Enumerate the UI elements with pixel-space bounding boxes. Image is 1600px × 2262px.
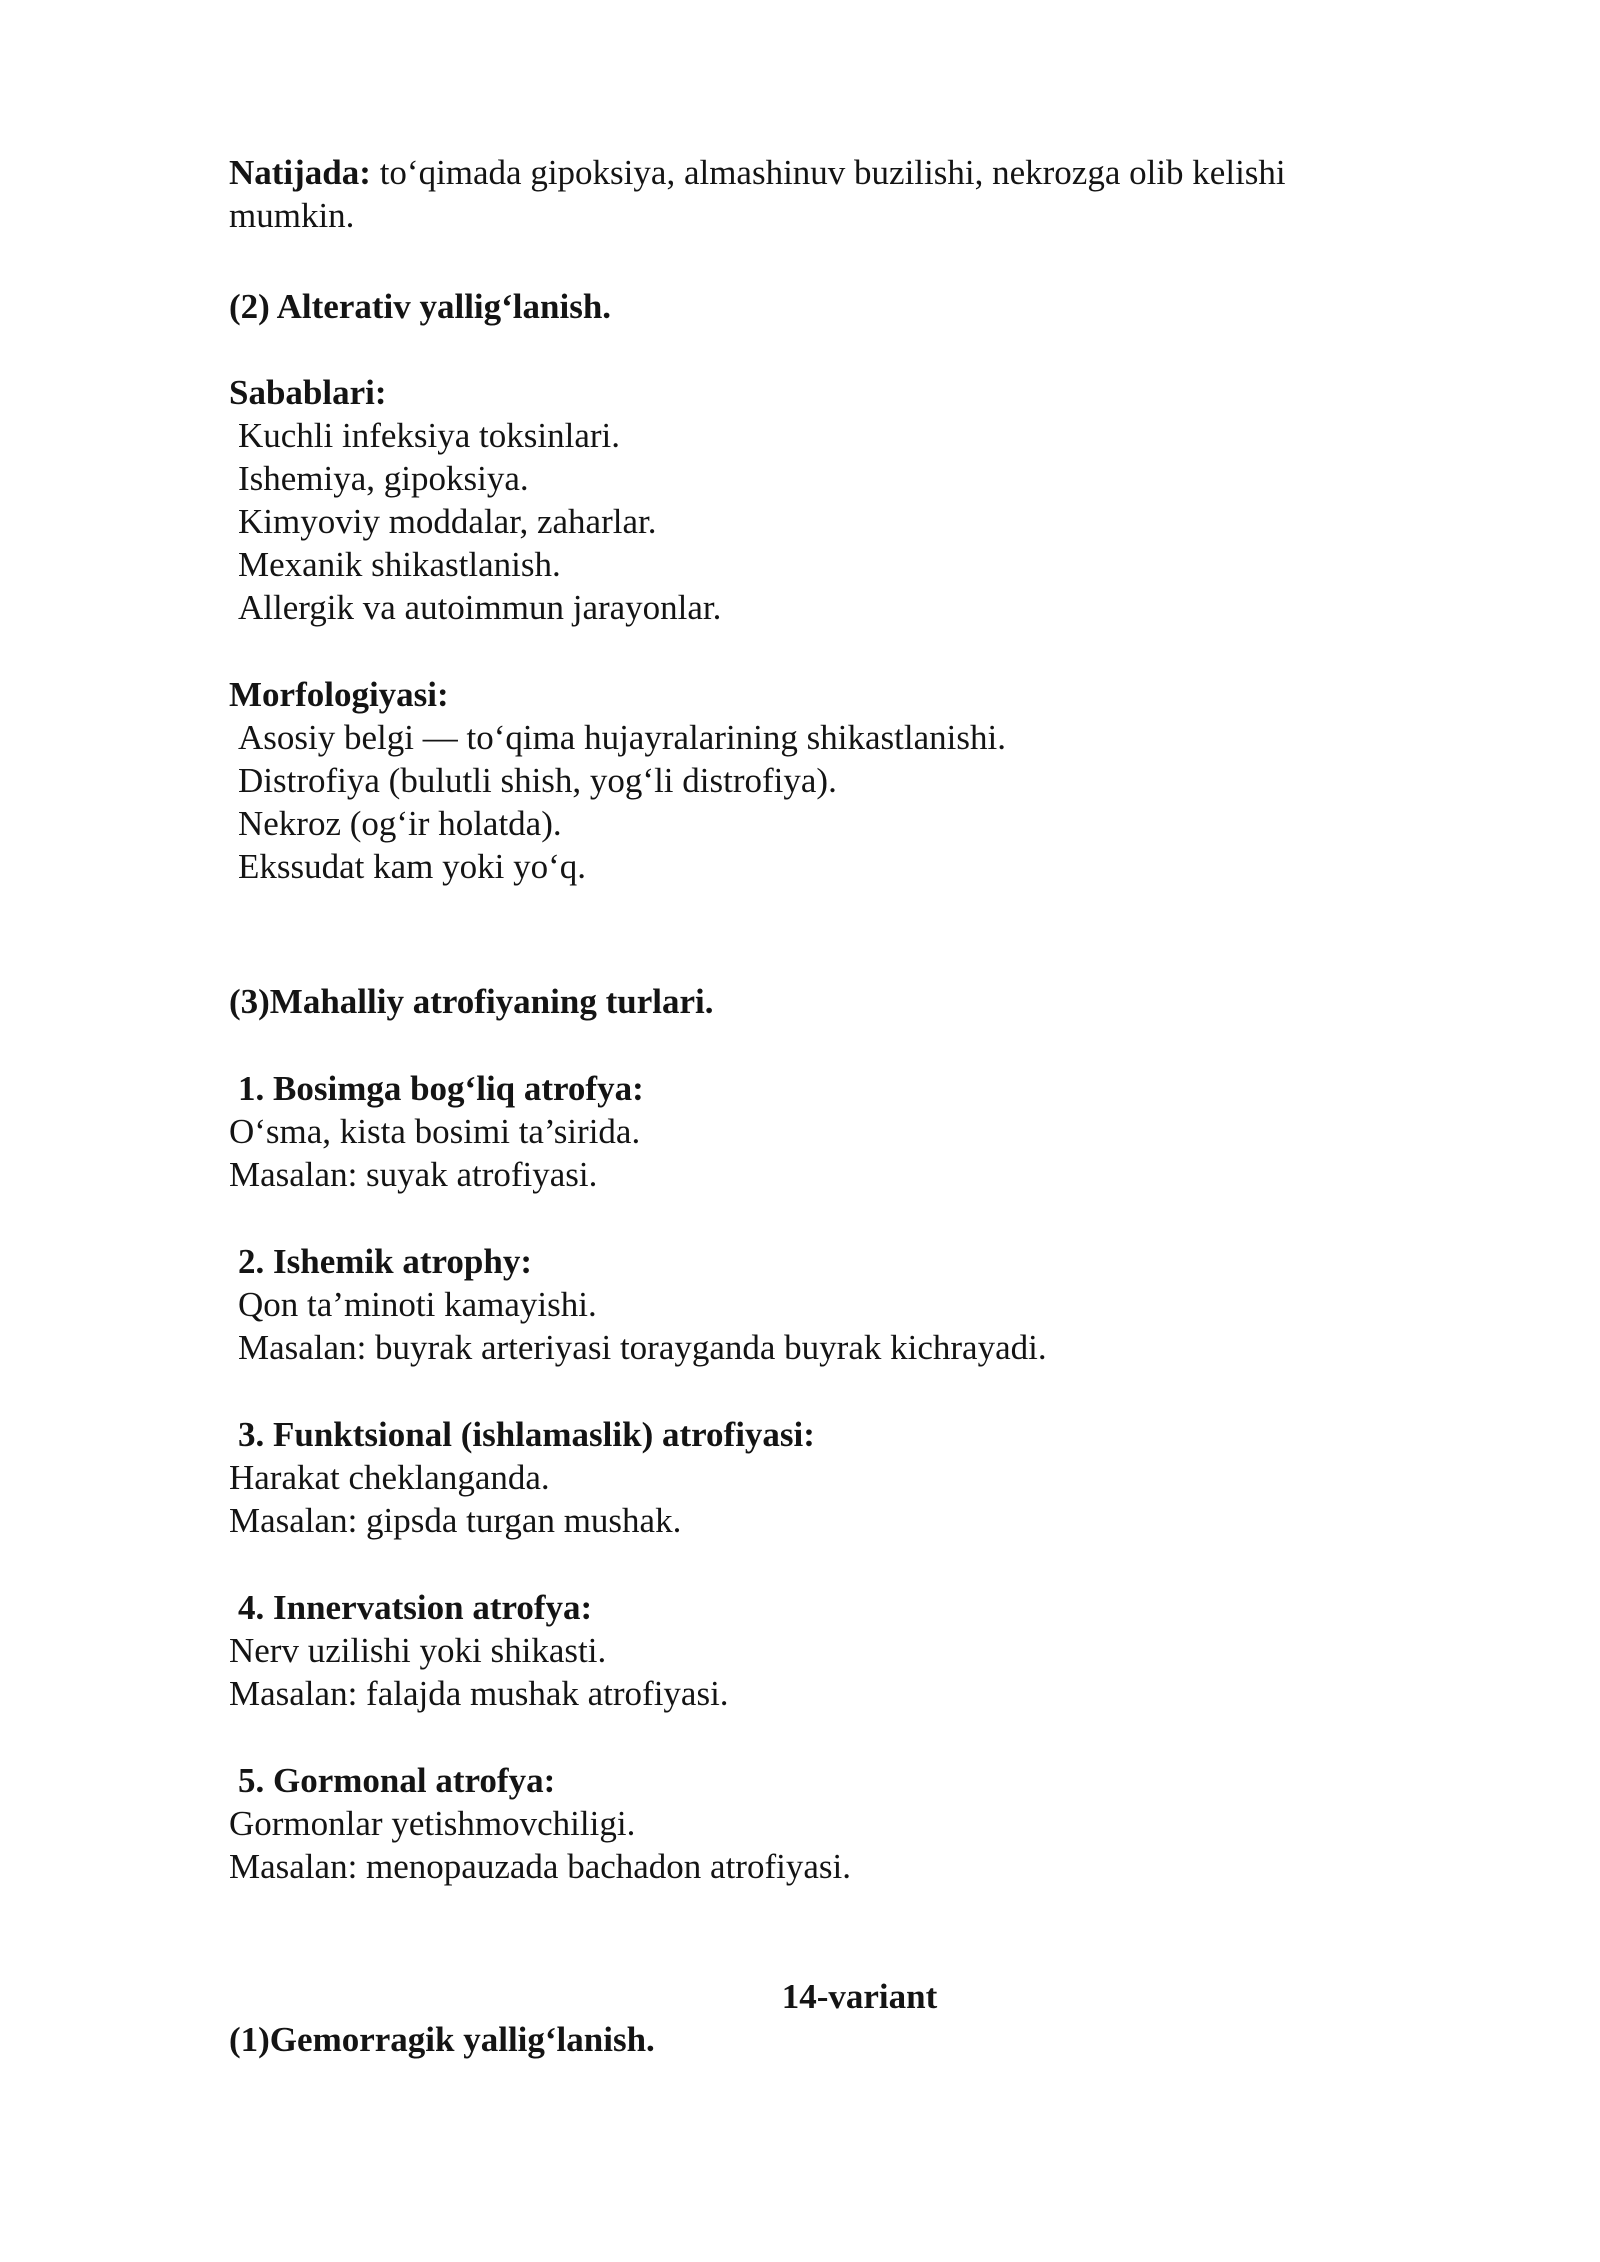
alterativ-heading: (2) Alterativ yallig‘lanish. <box>229 287 612 326</box>
atrofiya-type-title: 4. Innervatsion atrofya: <box>238 1588 593 1627</box>
atrofiya-type-cause: Nerv uzilishi yoki shikasti. <box>229 1631 607 1670</box>
variant-title: 14-variant <box>781 1977 938 2016</box>
natija-paragraph-line-1 <box>229 151 1286 194</box>
atrofiya-type-cause: O‘sma, kista bosimi ta’sirida. <box>229 1112 641 1151</box>
sabablari-label: Sabablari: <box>229 373 387 412</box>
morfologiyasi-item: Ekssudat kam yoki yo‘q. <box>238 847 587 886</box>
natija-text: to‘qimada gipoksiya, almashinuv buzilishi, nekrozga olib kelishi <box>370 153 1286 192</box>
sabablari-item: Allergik va autoimmun jarayonlar. <box>238 588 722 627</box>
morfologiyasi-label: Morfologiyasi: <box>229 675 449 714</box>
atrofiya-type-example: Masalan: falajda mushak atrofiyasi. <box>229 1674 729 1713</box>
atrofiya-type-example: Masalan: suyak atrofiyasi. <box>229 1155 598 1194</box>
natija-paragraph-line-2: mumkin. <box>229 196 355 235</box>
atrofiya-type-example: Masalan: gipsda turgan mushak. <box>229 1501 682 1540</box>
sabablari-item: Kimyoviy moddalar, zaharlar. <box>238 502 657 541</box>
atrofiya-type-title: 3. Funktsional (ishlamaslik) atrofiyasi: <box>238 1415 815 1454</box>
gemorragik-heading: (1)Gemorragik yallig‘lanish. <box>229 2020 655 2059</box>
atrofiya-type-cause: Qon ta’minoti kamayishi. <box>238 1285 597 1324</box>
atrofiya-type-cause: Gormonlar yetishmovchiligi. <box>229 1804 636 1843</box>
sabablari-item: Kuchli infeksiya toksinlari. <box>238 416 621 455</box>
sabablari-item: Ishemiya, gipoksiya. <box>238 459 529 498</box>
atrofiya-type-cause: Harakat cheklanganda. <box>229 1458 550 1497</box>
morfologiyasi-item: Distrofiya (bulutli shish, yog‘li distrofiya). <box>238 761 837 800</box>
atrofiya-type-title: 5. Gormonal atrofya: <box>238 1761 556 1800</box>
sabablari-item: Mexanik shikastlanish. <box>238 545 561 584</box>
atrofiya-type-example: Masalan: menopauzada bachadon atrofiyasi. <box>229 1847 851 1886</box>
natija-label: Natijada: <box>229 153 371 192</box>
morfologiyasi-item: Nekroz (og‘ir holatda). <box>238 804 562 843</box>
atrofiya-type-title: 1. Bosimga bog‘liq atrofya: <box>238 1069 644 1108</box>
morfologiyasi-item: Asosiy belgi — to‘qima hujayralarining shikastlanishi. <box>238 718 1006 757</box>
atrofiya-heading: (3)Mahalliy atrofiyaning turlari. <box>229 982 714 1021</box>
atrofiya-type-title: 2. Ishemik atrophy: <box>238 1242 532 1281</box>
atrofiya-type-example: Masalan: buyrak arteriyasi torayganda buyrak kichrayadi. <box>238 1328 1047 1367</box>
